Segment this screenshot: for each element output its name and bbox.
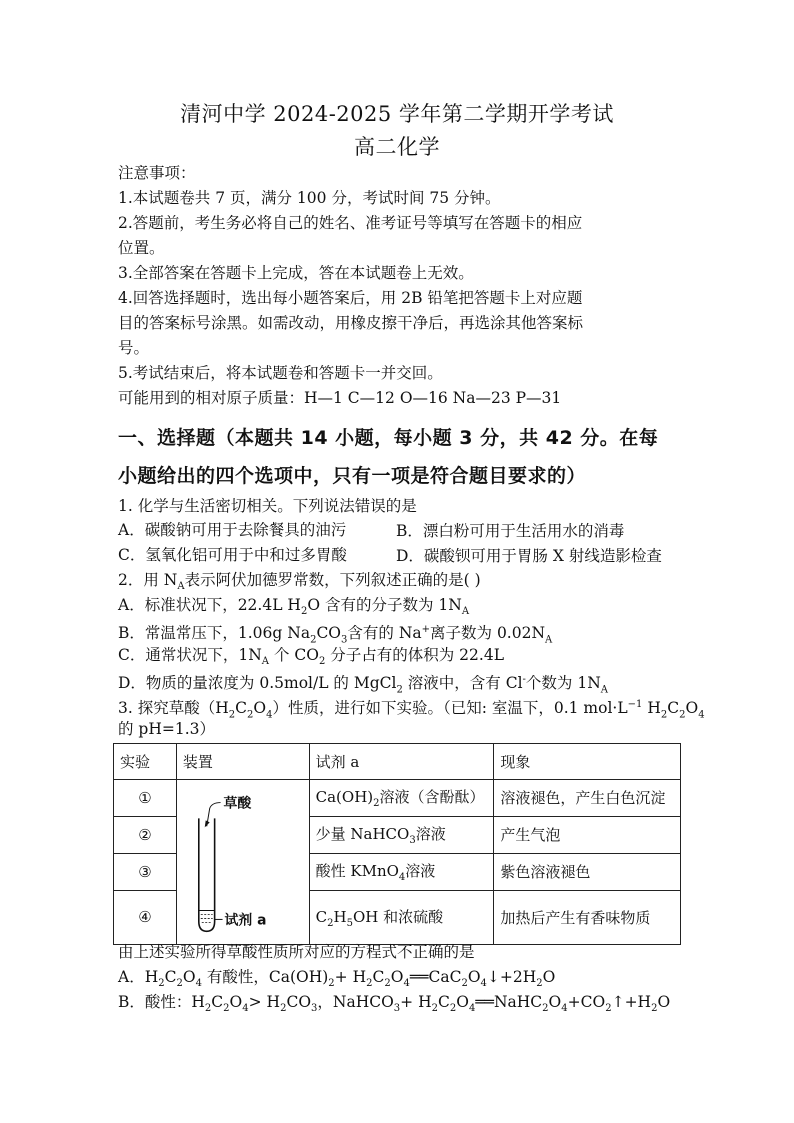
oxalic-acid-label: 草酸: [223, 795, 252, 812]
note-3: 3.全部答案在答题卡上完成，答在本试题卷上无效。: [118, 264, 474, 282]
experiment-number: ②: [114, 816, 177, 853]
note-1: 1.本试题卷共 7 页，满分 100 分，考试时间 75 分钟。: [118, 189, 501, 207]
note-4c: 号。: [118, 339, 150, 357]
test-tube-diagram: [177, 780, 309, 940]
phenomenon-cell: 溶液褪色，产生白色沉淀: [494, 780, 681, 817]
note-2b: 位置。: [118, 239, 165, 257]
q1-option-b: B．漂白粉可用于生活用水的消毒: [396, 522, 625, 540]
q2-option-a: A．标准状况下，22.4L $H_2O$ 含有的分子数为 $1N_A$: [118, 596, 470, 618]
q3-stem-line1: 3. 探究草酸$(H_2C_2O_4)$性质，进行如下实验。（已知: 室温下，0.1 $mol\cdot L^{-1}$ $H_2C_2O_4$: [118, 699, 705, 721]
note-2a: 2.答题前，考生务必将自己的姓名、准考证号等填写在答题卡的相应: [118, 214, 583, 232]
experiment-number: ③: [114, 853, 177, 890]
q3-question: 由上述实验所得草酸性质所对应的方程式不正确的是: [118, 943, 475, 961]
q1-option-a: A．碳酸钠可用于去除餐具的油污: [118, 521, 347, 539]
q1-stem: 1. 化学与生活密切相关。下列说法错误的是: [118, 497, 417, 515]
reagent-cell: 少量 NaHCO$_3$溶液: [309, 816, 494, 853]
phenomenon-cell: 紫色溶液褪色: [494, 853, 681, 890]
table-header-row: [114, 744, 681, 780]
section-heading-line2: 小题给出的四个选项中，只有一项是符合题目要求的）: [118, 465, 587, 487]
atomic-mass-line: 可能用到的相对原子质量：H—1 C—12 O—16 Na—23 P—31: [118, 389, 562, 407]
q2-stem: 2．用 $N_A$表示阿伏加德罗常数，下列叙述正确的是( ): [118, 571, 481, 593]
q3-option-b: B．酸性：$H_2C_2O_4> H_2CO_3$，NaHCO$_3$+ $H_2C_2O_4══NaHC_2O_4+CO_2↑+H_2O$: [118, 993, 671, 1015]
section-heading-line1: 一、选择题（本题共 14 小题，每小题 3 分，共 42 分。在每: [118, 427, 659, 449]
table-row: [114, 780, 681, 817]
q3-stem-line2: 的 pH=1.3）: [118, 720, 216, 738]
phenomenon-cell: 加热后产生有香味物质: [494, 890, 681, 944]
q1-option-c: C．氢氧化铝可用于中和过多胃酸: [118, 546, 347, 564]
header-cell: 实验: [114, 744, 177, 780]
reagent-cell: $Ca(OH)_2$溶液（含酚酞）: [309, 780, 494, 817]
notes-heading: 注意事项：: [118, 164, 196, 182]
header-cell: 现象: [494, 744, 681, 780]
header-cell: 试剂 a: [309, 744, 494, 780]
q2-option-c: C．通常状况下，$1N_A$ 个 $CO_2$ 分子占有的体积为 22.4L: [118, 646, 504, 668]
q1-option-d: D．碳酸钡可用于胃肠 X 射线造影检查: [396, 547, 662, 565]
experiment-number: ①: [114, 780, 177, 817]
exam-subject: 高二化学: [354, 135, 440, 159]
q2-option-b: B．常温常压下，1.06g $Na_2CO_3$含有的 Na+离子数为 $0.02N_A$: [118, 624, 553, 646]
note-4b: 目的答案标号涂黑。如需改动，用橡皮擦干净后，再选涂其他答案标: [118, 314, 584, 332]
experiment-number: ④: [114, 890, 177, 944]
note-4a: 4.回答选择题时，选出每小题答案后，用 2B 铅笔把答题卡上对应题: [118, 289, 583, 307]
exam-title: 清河中学 2024-2025 学年第二学期开学考试: [180, 102, 614, 126]
apparatus-cell: [176, 780, 309, 945]
note-5: 5.考试结束后，将本试题卷和答题卡一并交回。: [118, 364, 443, 382]
reagent-a-label: 试剂 a: [224, 912, 267, 929]
q3-option-a: A．$H_2C_2O_4$ 有酸性，$Ca(OH)_2+$ $H_2C_2O_4══CaC_2O_4↓+2H_2O$: [118, 968, 556, 990]
reagent-cell: $C_2H_5OH$ 和浓硫酸: [309, 890, 494, 944]
header-cell: 装置: [176, 744, 309, 780]
reagent-cell: 酸性 KMnO$_4$溶液: [309, 853, 494, 890]
experiment-table: [113, 743, 681, 945]
phenomenon-cell: 产生气泡: [494, 816, 681, 853]
q2-option-d: D．物质的量浓度为 0.5mol/L 的 MgCl$_2$ 溶液中，含有 Cl-个数为 $1N_A$: [118, 674, 609, 696]
